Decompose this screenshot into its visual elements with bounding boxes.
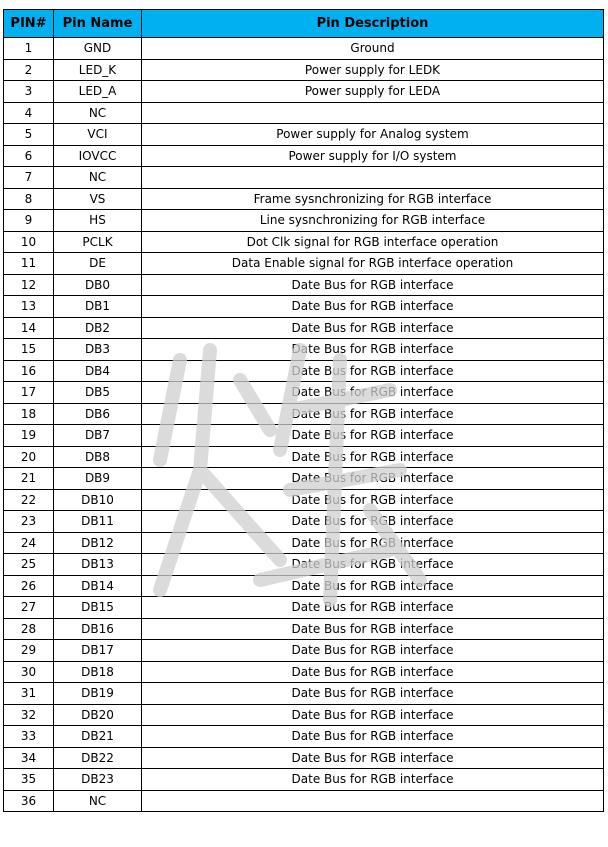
pin-name-cell: DB11 [54,511,142,533]
table-row [4,554,604,576]
table-row [4,747,604,769]
table-row [4,769,604,791]
pin-name-cell: DB16 [54,618,142,640]
table-row [4,597,604,619]
pin-number-cell: 34 [4,747,54,769]
pin-name-cell: VCI [54,124,142,146]
table-row [4,339,604,361]
table-row [4,790,604,812]
pin-name-cell: DB4 [54,360,142,382]
pin-name-cell: DB17 [54,640,142,662]
table-row [4,382,604,404]
pin-description-cell: Date Bus for RGB interface [142,382,604,404]
table-row [4,575,604,597]
pin-number-cell: 19 [4,425,54,447]
pin-number-cell: 35 [4,769,54,791]
pin-description-cell [142,102,604,124]
pin-description-cell [142,167,604,189]
table-row [4,360,604,382]
pin-number-cell: 25 [4,554,54,576]
pin-number-cell: 6 [4,145,54,167]
pin-description-cell: Date Bus for RGB interface [142,532,604,554]
pin-description-cell: Frame sysnchronizing for RGB interface [142,188,604,210]
pin-description-cell: Line sysnchronizing for RGB interface [142,210,604,232]
pin-description-cell: Date Bus for RGB interface [142,403,604,425]
pin-number-cell: 11 [4,253,54,275]
pin-description-cell: Date Bus for RGB interface [142,618,604,640]
pin-description-cell: Power supply for LEDA [142,81,604,103]
pin-description-cell: Date Bus for RGB interface [142,747,604,769]
table-row [4,102,604,124]
pin-number-cell: 23 [4,511,54,533]
table-row [4,511,604,533]
pin-description-cell: Date Bus for RGB interface [142,597,604,619]
pin-number-cell: 31 [4,683,54,705]
header-pin: PIN# [4,10,54,38]
pin-number-cell: 4 [4,102,54,124]
pin-rows [4,38,604,812]
pin-description-cell: Date Bus for RGB interface [142,704,604,726]
pin-number-cell: 33 [4,726,54,748]
pin-name-cell: DB15 [54,597,142,619]
table-row [4,145,604,167]
pin-description-cell: Date Bus for RGB interface [142,339,604,361]
pin-name-cell: DB5 [54,382,142,404]
pin-name-cell: DE [54,253,142,275]
table-row [4,188,604,210]
pin-description-cell: Date Bus for RGB interface [142,468,604,490]
pin-name-cell: DB21 [54,726,142,748]
table-row [4,253,604,275]
pin-description-cell: Date Bus for RGB interface [142,489,604,511]
pin-name-cell: LED_A [54,81,142,103]
pin-description-cell: Date Bus for RGB interface [142,769,604,791]
pin-number-cell: 30 [4,661,54,683]
header-pin-description: Pin Description [142,10,604,38]
pin-number-cell: 24 [4,532,54,554]
table-row [4,446,604,468]
pin-description-cell: Date Bus for RGB interface [142,446,604,468]
pin-name-cell: IOVCC [54,145,142,167]
table-row [4,403,604,425]
pin-name-cell: DB0 [54,274,142,296]
pin-number-cell: 13 [4,296,54,318]
table-row [4,274,604,296]
table-row [4,38,604,60]
pin-number-cell: 16 [4,360,54,382]
table-row [4,726,604,748]
pin-number-cell: 12 [4,274,54,296]
pin-name-cell: PCLK [54,231,142,253]
pin-number-cell: 5 [4,124,54,146]
table-row [4,704,604,726]
pin-name-cell: GND [54,38,142,60]
pin-name-cell: DB2 [54,317,142,339]
pin-description-cell: Power supply for LEDK [142,59,604,81]
pin-description-cell: Ground [142,38,604,60]
pin-number-cell: 32 [4,704,54,726]
pin-description-cell: Date Bus for RGB interface [142,640,604,662]
table-row [4,468,604,490]
pin-description-cell: Date Bus for RGB interface [142,575,604,597]
table-row [4,81,604,103]
pin-number-cell: 26 [4,575,54,597]
pin-description-cell: Power supply for Analog system [142,124,604,146]
pin-name-cell: HS [54,210,142,232]
table-row [4,532,604,554]
pin-description-cell: Date Bus for RGB interface [142,511,604,533]
table-row [4,618,604,640]
pin-name-cell: DB13 [54,554,142,576]
header-row [4,10,604,38]
table-row [4,59,604,81]
pin-name-cell: DB14 [54,575,142,597]
pin-number-cell: 7 [4,167,54,189]
table-row [4,124,604,146]
pin-number-cell: 29 [4,640,54,662]
pin-name-cell: DB18 [54,661,142,683]
pin-description-cell: Date Bus for RGB interface [142,296,604,318]
pin-number-cell: 17 [4,382,54,404]
pin-description-cell [142,790,604,812]
pin-name-cell: DB10 [54,489,142,511]
table-row [4,661,604,683]
pin-number-cell: 20 [4,446,54,468]
pin-number-cell: 8 [4,188,54,210]
pin-name-cell: DB7 [54,425,142,447]
pin-name-cell: NC [54,102,142,124]
pin-description-cell: Date Bus for RGB interface [142,683,604,705]
pin-number-cell: 15 [4,339,54,361]
table-row [4,640,604,662]
pin-name-cell: DB1 [54,296,142,318]
table-row [4,489,604,511]
pin-name-cell: NC [54,790,142,812]
pin-description-cell: Dot Clk signal for RGB interface operation [142,231,604,253]
pin-description-cell: Date Bus for RGB interface [142,274,604,296]
pin-name-cell: DB6 [54,403,142,425]
pin-number-cell: 14 [4,317,54,339]
table-row [4,683,604,705]
pin-table [3,9,604,812]
pin-number-cell: 36 [4,790,54,812]
pin-number-cell: 22 [4,489,54,511]
pin-number-cell: 28 [4,618,54,640]
pin-number-cell: 3 [4,81,54,103]
pin-name-cell: DB9 [54,468,142,490]
pin-number-cell: 18 [4,403,54,425]
header-pin-name: Pin Name [54,10,142,38]
pin-number-cell: 2 [4,59,54,81]
pin-name-cell: DB22 [54,747,142,769]
pin-description-cell: Date Bus for RGB interface [142,726,604,748]
table-row [4,210,604,232]
table-row [4,317,604,339]
pin-description-cell: Date Bus for RGB interface [142,661,604,683]
pin-name-cell: VS [54,188,142,210]
pin-description-cell: Date Bus for RGB interface [142,360,604,382]
table-row [4,231,604,253]
pin-description-cell: Date Bus for RGB interface [142,425,604,447]
pin-description-cell: Power supply for I/O system [142,145,604,167]
pin-name-cell: DB20 [54,704,142,726]
pin-number-cell: 21 [4,468,54,490]
pin-number-cell: 10 [4,231,54,253]
pin-name-cell: NC [54,167,142,189]
pin-name-cell: DB19 [54,683,142,705]
table-row [4,425,604,447]
pin-description-cell: Data Enable signal for RGB interface operation [142,253,604,275]
pin-name-cell: DB12 [54,532,142,554]
table-row [4,167,604,189]
pin-description-cell: Date Bus for RGB interface [142,317,604,339]
table-row [4,296,604,318]
pin-name-cell: LED_K [54,59,142,81]
pin-number-cell: 9 [4,210,54,232]
pin-name-cell: DB3 [54,339,142,361]
pin-description-cell: Date Bus for RGB interface [142,554,604,576]
pin-number-cell: 27 [4,597,54,619]
pin-name-cell: DB8 [54,446,142,468]
pin-number-cell: 1 [4,38,54,60]
pin-name-cell: DB23 [54,769,142,791]
